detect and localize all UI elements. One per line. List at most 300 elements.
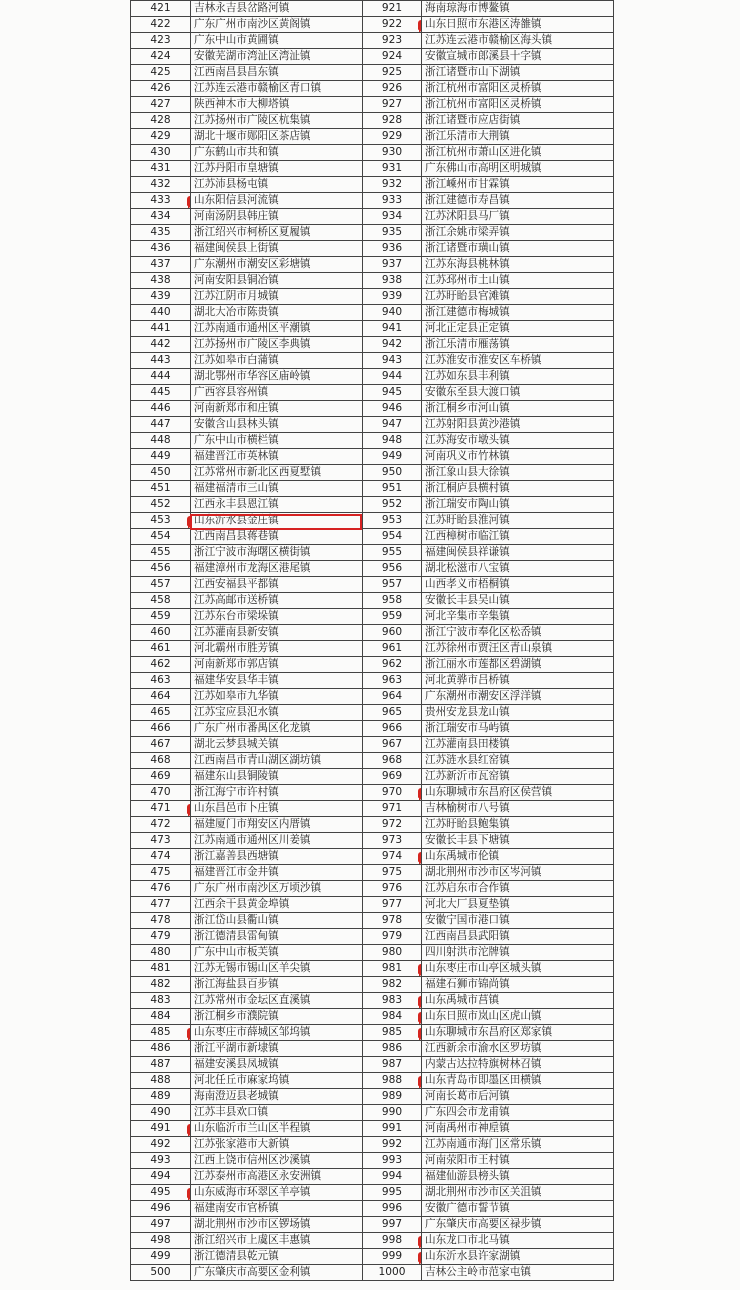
town-name-cell-left xyxy=(191,593,363,609)
town-name-cell-right xyxy=(422,609,614,625)
rank-cell-left xyxy=(131,497,191,513)
rank-cell-left xyxy=(131,1265,191,1281)
town-name-cell-left xyxy=(191,993,363,1009)
town-name-cell-right xyxy=(422,593,614,609)
rank-cell-right-text: 962 xyxy=(381,658,403,670)
town-name-cell-right xyxy=(422,321,614,337)
rank-cell-right xyxy=(363,1233,422,1249)
town-name-cell-left xyxy=(191,1233,363,1249)
town-name-cell-left-text: 福建漳州市龙海区港尾镇 xyxy=(194,562,311,574)
town-name-cell-right-text: 安徽长丰县下塘镇 xyxy=(425,834,510,846)
town-name-cell-right-text: 江苏灌南县田楼镇 xyxy=(425,738,510,750)
rank-cell-left-text: 471 xyxy=(150,802,171,814)
town-name-cell-right xyxy=(422,897,614,913)
rank-cell-left-text: 427 xyxy=(150,98,171,110)
rank-cell-right xyxy=(363,81,422,97)
town-name-cell-right-text: 河南巩义市竹林镇 xyxy=(425,450,510,462)
town-name-cell-right-text: 江苏徐州市贾汪区青山泉镇 xyxy=(425,642,553,654)
town-name-cell-left-text: 江苏丰县欢口镇 xyxy=(194,1106,269,1118)
town-name-cell-left-text: 江苏南通市通州区平潮镇 xyxy=(194,322,311,334)
rank-cell-right-text: 987 xyxy=(381,1058,403,1070)
table-row xyxy=(131,577,614,593)
town-name-cell-left xyxy=(191,529,363,545)
town-name-cell-left-text: 山东临沂市兰山区半程镇 xyxy=(194,1122,311,1134)
rank-cell-right-text: 948 xyxy=(381,434,403,446)
red-flag-marker-icon xyxy=(187,1188,191,1198)
rank-cell-right xyxy=(363,49,422,65)
town-name-cell-left xyxy=(191,977,363,993)
rank-cell-left-text: 423 xyxy=(150,34,171,46)
rank-cell-left xyxy=(131,257,191,273)
town-name-cell-right-text: 山东沂水县许家湖镇 xyxy=(425,1250,521,1262)
town-name-cell-right xyxy=(422,961,614,977)
rank-cell-left-text: 431 xyxy=(150,162,171,174)
rank-cell-left-text: 453 xyxy=(150,514,171,526)
town-name-cell-right xyxy=(422,49,614,65)
town-name-cell-right-text: 海南琼海市博鳌镇 xyxy=(425,2,510,14)
town-name-cell-left-text: 广西容县容州镇 xyxy=(194,386,269,398)
town-name-cell-left-text: 江苏宝应县氾水镇 xyxy=(194,706,279,718)
town-name-cell-left xyxy=(191,465,363,481)
town-name-cell-right-text: 浙江桐庐县横村镇 xyxy=(425,482,510,494)
rank-cell-left xyxy=(131,689,191,705)
rank-cell-right-text: 958 xyxy=(381,594,403,606)
table-row xyxy=(131,801,614,817)
town-name-cell-right-text: 浙江余姚市梁弄镇 xyxy=(425,226,510,238)
rank-cell-right-text: 973 xyxy=(381,834,403,846)
town-name-cell-left-text: 江苏南通市通州区川姜镇 xyxy=(194,834,311,846)
town-name-cell-left xyxy=(191,433,363,449)
rank-cell-right-text: 944 xyxy=(381,370,403,382)
town-name-cell-left xyxy=(191,689,363,705)
town-name-cell-left-text: 山东昌邑市卜庄镇 xyxy=(194,802,279,814)
town-name-cell-left xyxy=(191,641,363,657)
rank-cell-left xyxy=(131,881,191,897)
rank-cell-left xyxy=(131,865,191,881)
town-name-cell-left-text: 江苏常州市新北区西夏墅镇 xyxy=(194,466,322,478)
table-row xyxy=(131,929,614,945)
table-body xyxy=(131,1,614,1281)
town-name-cell-right xyxy=(422,865,614,881)
rank-cell-left xyxy=(131,673,191,689)
rank-cell-right-text: 985 xyxy=(381,1026,403,1038)
rank-cell-right-text: 942 xyxy=(381,338,403,350)
red-flag-marker-icon xyxy=(418,964,422,974)
rank-cell-left xyxy=(131,465,191,481)
rank-cell-right xyxy=(363,1009,422,1025)
rank-cell-right xyxy=(363,481,422,497)
town-name-cell-left xyxy=(191,897,363,913)
rank-cell-right xyxy=(363,449,422,465)
rank-cell-left-text: 497 xyxy=(150,1218,171,1230)
town-name-cell-left-text: 浙江绍兴市柯桥区夏履镇 xyxy=(194,226,311,238)
town-name-cell-left-text: 河南新郑市和庄镇 xyxy=(194,402,279,414)
rank-cell-right-text: 997 xyxy=(381,1218,403,1230)
table-row xyxy=(131,689,614,705)
rank-cell-right-text: 959 xyxy=(381,610,403,622)
rank-cell-right-text: 991 xyxy=(381,1122,403,1134)
town-name-cell-right-text: 吉林公主岭市范家屯镇 xyxy=(425,1266,531,1278)
rank-cell-left-text: 462 xyxy=(150,658,171,670)
rank-cell-right-text: 929 xyxy=(381,130,403,142)
rank-cell-right-text: 921 xyxy=(381,2,403,14)
town-name-cell-left xyxy=(191,817,363,833)
table-row xyxy=(131,481,614,497)
town-name-cell-right xyxy=(422,129,614,145)
town-name-cell-right xyxy=(422,241,614,257)
rank-cell-right xyxy=(363,17,422,33)
town-name-cell-right-text: 贵州安龙县龙山镇 xyxy=(425,706,510,718)
town-name-cell-left xyxy=(191,33,363,49)
town-name-cell-left-text: 陕西神木市大柳塔镇 xyxy=(194,98,290,110)
town-name-cell-right-text: 安徽长丰县吴山镇 xyxy=(425,594,510,606)
town-name-cell-right xyxy=(422,1089,614,1105)
table-row xyxy=(131,497,614,513)
town-name-cell-right-text: 浙江杭州市富阳区灵桥镇 xyxy=(425,98,542,110)
town-name-cell-left-text: 江西上饶市信州区沙溪镇 xyxy=(194,1154,311,1166)
rank-cell-right xyxy=(363,689,422,705)
town-name-cell-left-text: 福建晋江市金井镇 xyxy=(194,866,279,878)
town-name-cell-right xyxy=(422,273,614,289)
town-name-cell-left-text: 江苏泰州市高港区永安洲镇 xyxy=(194,1170,322,1182)
rank-cell-left-text: 491 xyxy=(150,1122,171,1134)
town-name-cell-right xyxy=(422,33,614,49)
town-name-cell-right xyxy=(422,1,614,17)
town-name-cell-left xyxy=(191,113,363,129)
rank-cell-left-text: 459 xyxy=(150,610,171,622)
town-name-cell-left xyxy=(191,1009,363,1025)
town-name-cell-left-text: 广东中山市板芙镇 xyxy=(194,946,279,958)
town-name-cell-right-text: 浙江诸暨市璜山镇 xyxy=(425,242,510,254)
rank-cell-right-text: 939 xyxy=(381,290,403,302)
table-row xyxy=(131,833,614,849)
town-name-cell-right-text: 江苏邳州市土山镇 xyxy=(425,274,510,286)
town-name-cell-left xyxy=(191,625,363,641)
rank-cell-left-text: 441 xyxy=(150,322,171,334)
rank-cell-right-text: 927 xyxy=(381,98,403,110)
town-name-cell-right-text: 浙江桐乡市河山镇 xyxy=(425,402,510,414)
town-name-cell-right-text: 湖北松滋市八宝镇 xyxy=(425,562,510,574)
town-name-cell-left xyxy=(191,1137,363,1153)
rank-cell-left-text: 435 xyxy=(150,226,171,238)
rank-cell-left-text: 475 xyxy=(150,866,171,878)
town-name-cell-right xyxy=(422,833,614,849)
rank-cell-left-text: 439 xyxy=(150,290,171,302)
table-row xyxy=(131,1025,614,1041)
rank-cell-left-text: 450 xyxy=(150,466,171,478)
town-name-cell-left-text: 江苏灌南县新安镇 xyxy=(194,626,279,638)
rank-cell-left-text: 468 xyxy=(150,754,171,766)
rank-cell-right-text: 949 xyxy=(381,450,403,462)
rank-cell-right-text: 983 xyxy=(381,994,403,1006)
table-row xyxy=(131,1201,614,1217)
rank-cell-right-text: 965 xyxy=(381,706,403,718)
rank-cell-right-text: 992 xyxy=(381,1138,403,1150)
table-row xyxy=(131,97,614,113)
rank-cell-left-text: 438 xyxy=(150,274,171,286)
table-row xyxy=(131,113,614,129)
rank-cell-right xyxy=(363,593,422,609)
town-name-cell-right xyxy=(422,801,614,817)
rank-cell-left xyxy=(131,977,191,993)
town-name-cell-right xyxy=(422,1201,614,1217)
table-row xyxy=(131,561,614,577)
table-row xyxy=(131,321,614,337)
town-name-cell-left-text: 江苏常州市金坛区直溪镇 xyxy=(194,994,311,1006)
table-row xyxy=(131,385,614,401)
table-row xyxy=(131,145,614,161)
town-name-cell-left xyxy=(191,785,363,801)
rank-cell-right xyxy=(363,881,422,897)
rank-cell-left-text: 426 xyxy=(150,82,171,94)
rank-cell-left xyxy=(131,769,191,785)
rank-cell-left xyxy=(131,513,191,529)
rank-cell-right-text: 970 xyxy=(381,786,403,798)
rank-cell-left xyxy=(131,1217,191,1233)
town-name-cell-left-text: 湖北云梦县城关镇 xyxy=(194,738,279,750)
town-name-cell-right xyxy=(422,1217,614,1233)
table-row xyxy=(131,1057,614,1073)
town-name-cell-left-text: 江苏东台市梁垛镇 xyxy=(194,610,279,622)
town-name-cell-right-text: 内蒙古达拉特旗树林召镇 xyxy=(425,1058,542,1070)
town-name-cell-left xyxy=(191,241,363,257)
table-row xyxy=(131,593,614,609)
rank-cell-left-text: 448 xyxy=(150,434,171,446)
rank-cell-left-text: 449 xyxy=(150,450,171,462)
rank-cell-left xyxy=(131,417,191,433)
town-name-cell-left-text: 江苏连云港市赣榆区青口镇 xyxy=(194,82,322,94)
rank-cell-right xyxy=(363,1201,422,1217)
town-name-cell-left xyxy=(191,1201,363,1217)
town-name-cell-left-text: 广东鹤山市共和镇 xyxy=(194,146,279,158)
town-name-cell-left xyxy=(191,1073,363,1089)
red-flag-marker-icon xyxy=(418,1028,422,1038)
town-name-cell-left-text: 河北霸州市胜芳镇 xyxy=(194,642,279,654)
rank-cell-right-text: 966 xyxy=(381,722,403,734)
town-name-cell-left xyxy=(191,737,363,753)
town-name-cell-right-text: 浙江象山县大徐镇 xyxy=(425,466,510,478)
town-name-cell-right xyxy=(422,1057,614,1073)
town-name-cell-left xyxy=(191,65,363,81)
town-name-cell-left-text: 河北任丘市麻家坞镇 xyxy=(194,1074,290,1086)
rank-cell-right-text: 960 xyxy=(381,626,403,638)
rank-cell-right xyxy=(363,417,422,433)
town-name-cell-left xyxy=(191,929,363,945)
town-name-cell-left-text: 福建闽侯县上街镇 xyxy=(194,242,279,254)
rank-cell-left-text: 482 xyxy=(150,978,171,990)
rank-cell-right-text: 940 xyxy=(381,306,403,318)
town-name-cell-right-text: 广东佛山市高明区明城镇 xyxy=(425,162,542,174)
town-name-cell-right xyxy=(422,465,614,481)
town-name-cell-left xyxy=(191,609,363,625)
town-name-cell-left xyxy=(191,545,363,561)
rank-cell-left-text: 478 xyxy=(150,914,171,926)
town-name-cell-left xyxy=(191,657,363,673)
town-name-cell-right xyxy=(422,785,614,801)
town-name-cell-right-text: 福建闽侯县祥谦镇 xyxy=(425,546,510,558)
table-row xyxy=(131,1073,614,1089)
town-name-cell-right xyxy=(422,1153,614,1169)
table-row xyxy=(131,1249,614,1265)
rank-cell-left-text: 442 xyxy=(150,338,171,350)
town-name-cell-right xyxy=(422,881,614,897)
town-name-cell-right-text: 江西樟树市临江镇 xyxy=(425,530,510,542)
rank-cell-right xyxy=(363,1249,422,1265)
table-row xyxy=(131,737,614,753)
rank-cell-left xyxy=(131,993,191,1009)
rank-cell-left xyxy=(131,161,191,177)
rank-cell-left xyxy=(131,545,191,561)
rank-cell-left-text: 446 xyxy=(150,402,171,414)
town-name-cell-right-text: 湖北荆州市沙市区岑河镇 xyxy=(425,866,542,878)
rank-cell-right-text: 989 xyxy=(381,1090,403,1102)
table-row xyxy=(131,1217,614,1233)
town-name-cell-left xyxy=(191,1025,363,1041)
rank-cell-left xyxy=(131,1169,191,1185)
rank-cell-left xyxy=(131,721,191,737)
rank-cell-right xyxy=(363,801,422,817)
rank-cell-left-text: 421 xyxy=(150,2,171,14)
table-row xyxy=(131,33,614,49)
rank-cell-left xyxy=(131,849,191,865)
rank-cell-left-text: 440 xyxy=(150,306,171,318)
rank-cell-left-text: 486 xyxy=(150,1042,171,1054)
rank-cell-right xyxy=(363,177,422,193)
table-row xyxy=(131,641,614,657)
rank-cell-right-text: 979 xyxy=(381,930,403,942)
rank-cell-right xyxy=(363,209,422,225)
town-name-cell-left-text: 浙江岱山县衢山镇 xyxy=(194,914,279,926)
table-row xyxy=(131,673,614,689)
rank-cell-left-text: 451 xyxy=(150,482,171,494)
rank-cell-left-text: 476 xyxy=(150,882,171,894)
rank-cell-right xyxy=(363,497,422,513)
rank-cell-left-text: 470 xyxy=(150,786,171,798)
town-name-cell-right xyxy=(422,113,614,129)
table-row xyxy=(131,65,614,81)
rank-cell-left xyxy=(131,1121,191,1137)
rank-cell-left xyxy=(131,241,191,257)
town-name-cell-left-text: 浙江绍兴市上虞区丰惠镇 xyxy=(194,1234,311,1246)
rank-cell-right-text: 924 xyxy=(381,50,403,62)
rank-cell-right xyxy=(363,465,422,481)
town-name-cell-right xyxy=(422,97,614,113)
rank-cell-right-text: 971 xyxy=(381,802,403,814)
town-name-cell-left xyxy=(191,561,363,577)
rank-cell-left-text: 458 xyxy=(150,594,171,606)
table-row xyxy=(131,1121,614,1137)
town-name-cell-right xyxy=(422,193,614,209)
rank-cell-right-text: 937 xyxy=(381,258,403,270)
rank-cell-right xyxy=(363,1217,422,1233)
town-name-cell-right-text: 浙江瑞安市马屿镇 xyxy=(425,722,510,734)
town-name-cell-right-text: 湖北荆州市沙市区关沮镇 xyxy=(425,1186,542,1198)
rank-cell-left xyxy=(131,17,191,33)
town-name-cell-right-text: 河北正定县正定镇 xyxy=(425,322,510,334)
rank-cell-right xyxy=(363,705,422,721)
table-row xyxy=(131,1169,614,1185)
table-row xyxy=(131,545,614,561)
town-name-cell-left-text: 江苏扬州市广陵区杭集镇 xyxy=(194,114,311,126)
town-name-cell-right-text: 山东禹城市莒镇 xyxy=(425,994,500,1006)
rank-cell-left xyxy=(131,1041,191,1057)
rank-cell-left-text: 472 xyxy=(150,818,171,830)
rank-cell-right xyxy=(363,657,422,673)
rank-cell-left xyxy=(131,913,191,929)
rank-cell-right-text: 926 xyxy=(381,82,403,94)
rank-cell-left-text: 434 xyxy=(150,210,171,222)
rank-cell-right xyxy=(363,369,422,385)
rank-cell-right xyxy=(363,257,422,273)
rank-cell-left-text: 467 xyxy=(150,738,171,750)
rank-cell-left xyxy=(131,1201,191,1217)
rank-cell-right-text: 995 xyxy=(381,1186,403,1198)
rank-cell-right-text: 990 xyxy=(381,1106,403,1118)
town-name-cell-right xyxy=(422,17,614,33)
table-row xyxy=(131,529,614,545)
rank-cell-right xyxy=(363,273,422,289)
town-name-cell-right-text: 江苏涟水县红窑镇 xyxy=(425,754,510,766)
rank-cell-left-text: 500 xyxy=(150,1266,171,1278)
rank-cell-right xyxy=(363,721,422,737)
town-name-cell-right-text: 山东龙口市北马镇 xyxy=(425,1234,510,1246)
town-name-cell-left xyxy=(191,1,363,17)
rank-cell-left xyxy=(131,609,191,625)
rank-cell-right xyxy=(363,545,422,561)
table-row xyxy=(131,785,614,801)
town-name-cell-left xyxy=(191,945,363,961)
rank-cell-right-text: 996 xyxy=(381,1202,403,1214)
table-row xyxy=(131,977,614,993)
rank-cell-right-text: 922 xyxy=(381,18,403,30)
town-name-cell-left-text: 福建安溪县凤城镇 xyxy=(194,1058,279,1070)
town-name-cell-right-text: 浙江诸暨市山下湖镇 xyxy=(425,66,521,78)
rank-cell-left xyxy=(131,273,191,289)
rank-cell-left xyxy=(131,641,191,657)
town-name-cell-right xyxy=(422,1249,614,1265)
rank-cell-right xyxy=(363,865,422,881)
town-name-cell-right-text: 山东枣庄市山亭区城头镇 xyxy=(425,962,542,974)
rank-cell-left xyxy=(131,369,191,385)
town-name-cell-right xyxy=(422,657,614,673)
rank-cell-left xyxy=(131,705,191,721)
rank-cell-right-text: 980 xyxy=(381,946,403,958)
table-row xyxy=(131,17,614,33)
town-name-cell-right-text: 江苏射阳县黄沙港镇 xyxy=(425,418,521,430)
rank-cell-right xyxy=(363,305,422,321)
rank-cell-right xyxy=(363,785,422,801)
town-name-cell-left xyxy=(191,1153,363,1169)
rank-cell-left xyxy=(131,1137,191,1153)
rank-cell-left xyxy=(131,209,191,225)
town-name-cell-right xyxy=(422,1137,614,1153)
rank-cell-left-text: 469 xyxy=(150,770,171,782)
town-name-cell-right-text: 浙江诸暨市应店街镇 xyxy=(425,114,521,126)
rank-cell-right xyxy=(363,961,422,977)
rank-cell-left-text: 493 xyxy=(150,1154,171,1166)
town-name-cell-left-text: 江苏扬州市广陵区李典镇 xyxy=(194,338,311,350)
rank-cell-left xyxy=(131,801,191,817)
rank-cell-left-text: 494 xyxy=(150,1170,171,1182)
rank-cell-left xyxy=(131,1153,191,1169)
table-row xyxy=(131,513,614,529)
town-name-cell-left-text: 江西余干县黄金埠镇 xyxy=(194,898,290,910)
town-name-cell-right xyxy=(422,1025,614,1041)
rank-cell-right-text: 994 xyxy=(381,1170,403,1182)
town-name-cell-left-text: 江西永丰县恩江镇 xyxy=(194,498,279,510)
rank-cell-right xyxy=(363,1089,422,1105)
table-row xyxy=(131,897,614,913)
